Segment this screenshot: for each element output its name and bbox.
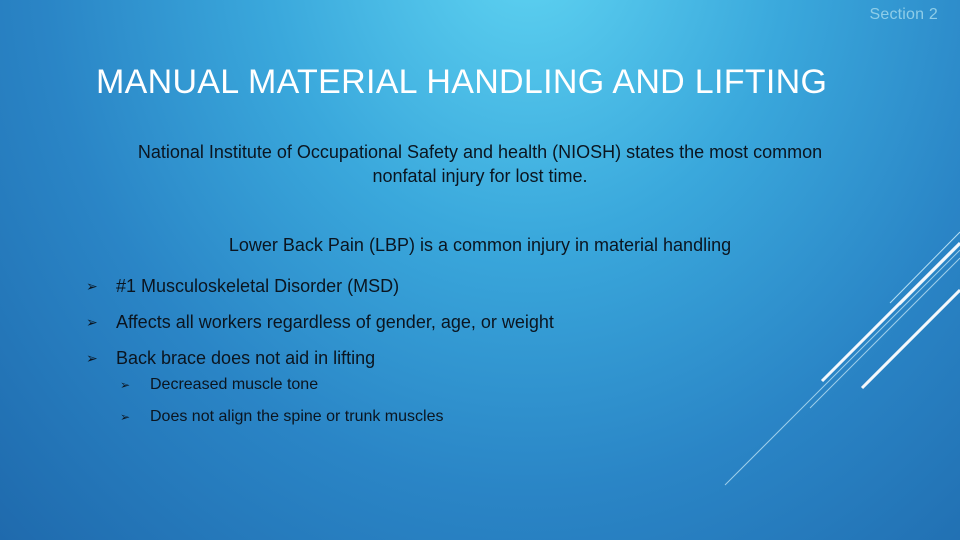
intro-line-2: nonfatal injury for lost time.: [372, 166, 588, 186]
intro-line-1: National Institute of Occupational Safety and health (NIOSH) states the most common: [137, 142, 823, 162]
slide-title: MANUAL MATERIAL HANDLING AND LIFTING: [96, 62, 828, 101]
arrowhead-bullet-icon: ➢: [86, 349, 98, 366]
deco-line: [862, 290, 960, 388]
section-label: Section 2: [869, 6, 938, 23]
lbp-statement: Lower Back Pain (LBP) is a common injury in material handling: [228, 235, 732, 255]
bullet-text: Back brace does not aid in lifting: [116, 347, 376, 368]
arrowhead-bullet-icon: ➢: [86, 313, 98, 330]
bullet-text: Affects all workers regardless of gender, age, or weight: [116, 311, 554, 332]
deco-line: [810, 258, 960, 408]
arrowhead-bullet-icon: ➢: [86, 277, 98, 294]
sub-bullet-text: Decreased muscle tone: [150, 376, 319, 393]
sub-bullet-text: Does not align the spine or trunk muscles: [150, 408, 444, 425]
arrowhead-bullet-icon: ➢: [120, 410, 131, 424]
arrowhead-bullet-icon: ➢: [120, 378, 131, 392]
bullet-text: #1 Musculoskeletal Disorder (MSD): [116, 275, 400, 296]
deco-line: [725, 250, 960, 485]
